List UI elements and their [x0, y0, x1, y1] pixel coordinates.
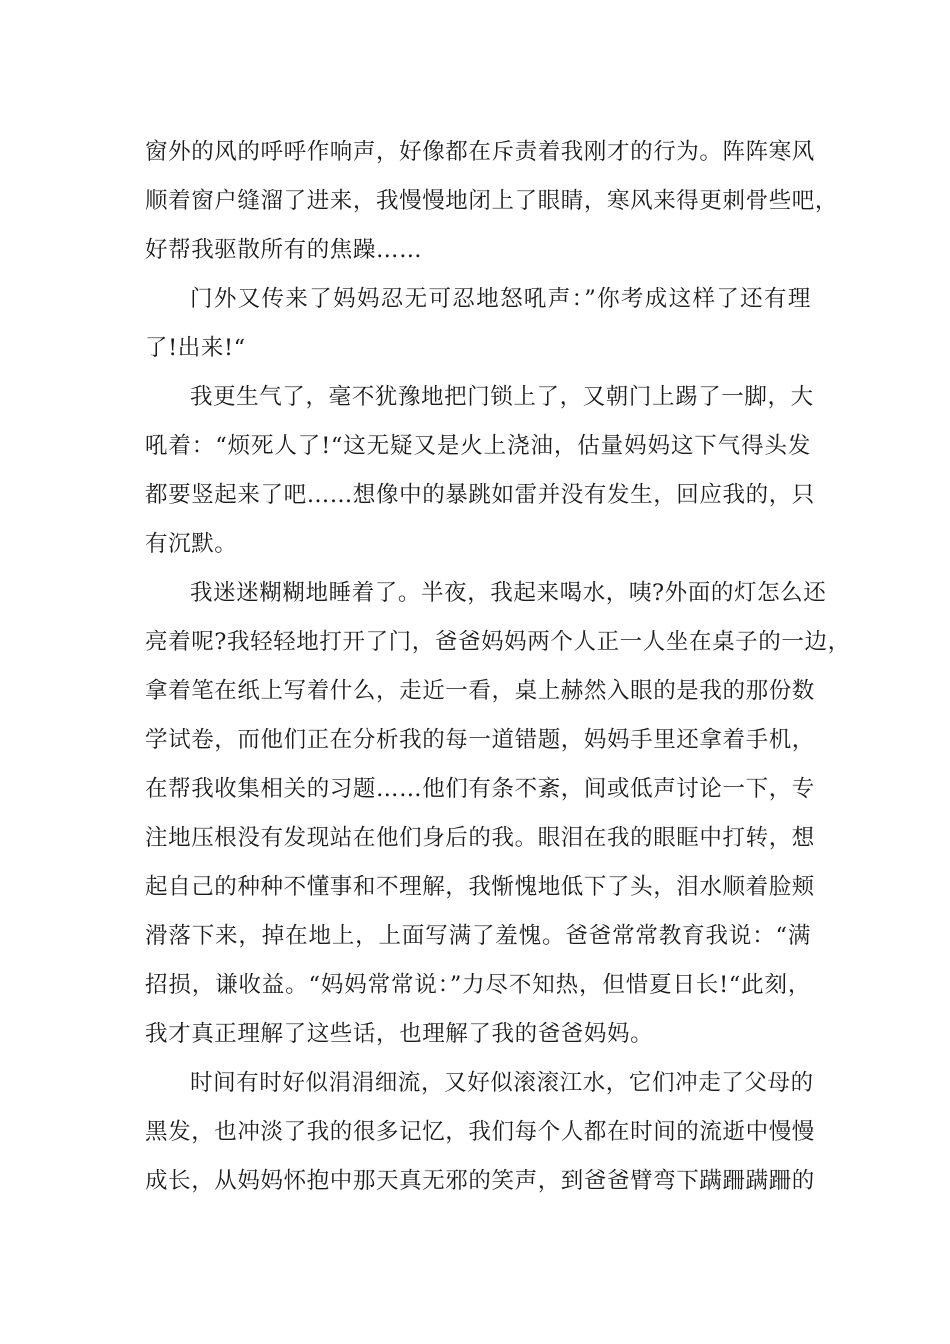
paragraph-4 — [145, 569, 851, 1059]
text-line: 黑发，也冲淡了我的很多记忆，我们每个人都在时间的流逝中慢慢 — [145, 1119, 815, 1145]
paragraph-3 — [145, 373, 815, 569]
text-line: 好帮我驱散所有的焦躁…… — [145, 237, 423, 263]
text-line: 学试卷，而他们正在分析我的每一道错题，妈妈手里还拿着手机， — [145, 727, 815, 753]
text-line: 拿着笔在纸上写着什么，走近一看，桌上赫然入眼的是我的那份数 — [145, 678, 815, 704]
document-body — [145, 128, 851, 1206]
text-line: 有沉默。 — [145, 531, 238, 557]
text-line: 我才真正理解了这些话，也理解了我的爸爸妈妈。 — [145, 1021, 654, 1047]
text-line: 吼着：“烦死人了!“这无疑又是火上浇油，估量妈妈这下气得头发 — [145, 433, 811, 459]
paragraph-1 — [145, 128, 839, 275]
paragraph-5 — [145, 1059, 815, 1206]
text-line: 我迷迷糊糊地睡着了。半夜，我起来喝水，咦?外面的灯怎么还 — [190, 580, 827, 606]
text-line: 在帮我收集相关的习题……他们有条不紊，间或低声讨论一下，专 — [145, 776, 815, 802]
text-line: 招损，谦收益。“妈妈常常说：”力尽不知热，但惜夏日长!“此刻， — [145, 972, 811, 998]
text-line: 成长，从妈妈怀抱中那天真无邪的笑声，到爸爸臂弯下蹒跚蹒跚的 — [145, 1168, 815, 1194]
text-line: 亮着呢?我轻轻地打开了门，爸爸妈妈两个人正一人坐在桌子的一边， — [145, 629, 851, 655]
text-line: 起自己的种种不懂事和不理解，我惭愧地低下了头，泪水顺着脸颊 — [145, 874, 815, 900]
paragraph-2 — [145, 275, 811, 373]
text-line: 滑落下来，掉在地上，上面写满了羞愧。爸爸常常教育我说：“满 — [145, 923, 811, 949]
text-line: 我更生气了，毫不犹豫地把门锁上了，又朝门上踢了一脚，大 — [190, 384, 814, 410]
text-line: 时间有时好似涓涓细流，又好似滚滚江水，它们冲走了父母的 — [190, 1070, 814, 1096]
text-line: 门外又传来了妈妈忍无可忍地怒吼声：”你考成这样了还有理 — [190, 286, 811, 312]
text-line: 注地压根没有发现站在他们身后的我。眼泪在我的眼眶中打转，想 — [145, 825, 815, 851]
text-line: 都要竖起来了吧……想像中的暴跳如雷并没有发生，回应我的，只 — [145, 482, 815, 508]
text-line: 了!出来!“ — [145, 335, 246, 361]
text-line: 顺着窗户缝溜了进来，我慢慢地闭上了眼睛，寒风来得更刺骨些吧， — [145, 188, 839, 214]
text-line: 窗外的风的呼呼作响声，好像都在斥责着我刚才的行为。阵阵寒风 — [145, 139, 815, 165]
